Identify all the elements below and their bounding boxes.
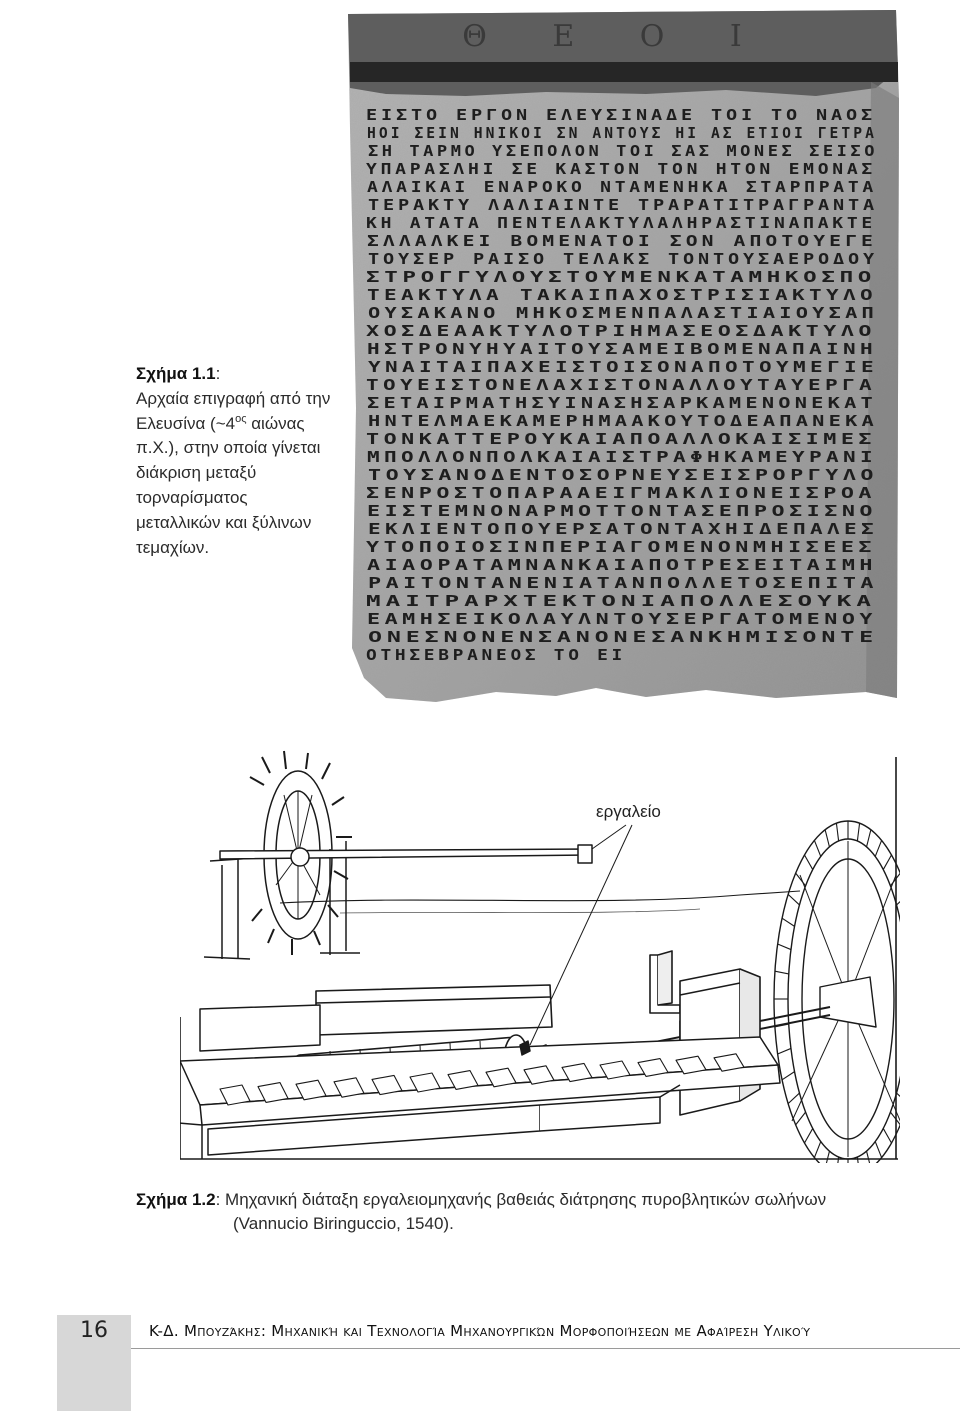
wheel-slat [825,1151,829,1163]
inscription-line: ΣΛΛΑΛΚΕΙ ΒΟΜΕΝΑΤΟΙ ΣΟΝ ΑΠΟΤΟΥΕΓΕ [367,232,877,250]
inscription-line: ΤΟΥΣΑΝΟΔΕΝΤΟΣΟΡΝΕΥΣΕΙΣΡΟΡΓΥΛΟ [368,466,878,484]
inscription-line: ΜΠΟΛΛΟΝΠΟΛΚΑΙΑΙΣΤΡΑΦΗΚΑΜΕΥΡΑΝΙ [367,448,877,466]
wheel-slat [897,1093,900,1104]
inscription-line: ΤΟΝΚΑΤΤΕΡΟΥΚΑΙΑΠΟΑΛΛΟΚΑΙΣΙΜΕΣ [366,430,876,448]
wheel-slat [788,1093,799,1104]
wheel-slat [883,1128,891,1143]
inscription-line: ΥΝΑΙΤΑΙΠΑΧΕΙΣΤΟΙΣΟΝΑΠΟΤΟΥΜΕΓΙΕ [368,358,878,376]
inscription-line: ΣΗ ΤΑΡΜΟ ΥΣΕΠΟΛΟΝ ΤΟΙ ΣΑΣ ΜΟΝΕΣ ΣΕΙΣΟ [368,142,878,160]
figure-2-caption: Σχήμα 1.2: Μηχανική διάταξη εργαλειομηχανής βαθειάς διάτρησης πυροβλητικών σωλήνων (Vannucio Biringuccio, 1540). [136,1188,926,1236]
inscription-line: ΥΤΟΠΟΙΟΣΙΝΠΕΡΙΑΓΟΜΕΝΟΝΜΗΙΣΕΕΣ [366,538,876,556]
running-title: K-Δ. Μπουζάκης: Μηχανική και Τεχνολογία Μηχανουργικών Μορφοποιήσεων με Αφαίρεση Υλικού [149,1322,811,1340]
wheel-slat [857,1157,859,1163]
figure-1-caption-text: Αρχαία επιγραφή από την Ελευσίνα ($\sim 4^{o\varsigma}$ αιώνας π.Χ.), στην οποία γίνεται διάκριση μεταξύ τορναρίσματος μεταλλικών και ξύλινων τεμαχίων. [136,388,331,557]
inscription-line: ΤΟΥΣΕΡ ΡΑΙΣΟ ΤΕΛΑΚΣ ΤΟΝΤΟΥΣΑΕΡΟΔΟΥ [368,250,878,268]
wheel-slat [897,894,900,905]
wheel-slat [875,1142,881,1158]
wheel-slat [825,830,829,847]
inscription-line: ΟΤΗΣΕΒΡΑΝΕΟΣ ΤΟ ΕΙ [366,646,626,664]
inscription-line: ΕΙΣΤΕΜΝΟΝΑΡΜΟΤΤΟΝΤΑΣΕΠΡΟΣΙΣΝΟ [367,502,877,520]
inscription-line: ΚΗ ΑΤΑΤΑ ΠΕΝΤΕΛΑΚΤΥΛΑΛΗΡΑΣΤΙΝΑΠΑΚΤΕ [366,214,876,232]
tool-label: εργαλείο [596,802,661,821]
wheel-slat [836,1157,838,1163]
wheel-slat [778,944,791,950]
inscription-line: ΤΕΡΑΚΤΥ ΛΑΛΙΑΙΝΤΕ ΤΡΑΡΑΤΙΤΡΑΓΡΑΝΤΑ [368,196,878,214]
inscription-header: Θ Ε Ο Ι [462,19,770,54]
inscription-line: ΟΥΣΑΚΑΝΟ ΜΗΚΟΣΜΕΝΠΑΛΑΣΤΙΑΙΟΥΣΑΠ [368,304,878,322]
boring-machine-drawing [180,745,900,1163]
wheel-slat [857,823,859,841]
inscription-line: ΧΟΣΔΕΑΑΚΤΥΛΟΤΡΙΗΜΑΣΕΟΣΔΑΚΤΥΛΟ [366,322,876,340]
wheel-slat [788,894,799,905]
inscription-line: ΡΑΙΤΟΝΤΑΝΕΝΙΑΤΑΝΠΟΛΛΕΤΟΣΕΠΙΤΑ [368,574,878,592]
wheel-slat [796,1112,806,1125]
footer-rule [131,1348,960,1349]
inscription-line: ΤΟΥΕΙΣΤΟΝΕΛΑΧΙΣΤΟΝΑΛΛΟΥΤΑΥΕΡΓΑ [366,376,876,394]
wheel-slat [883,855,891,870]
inscription-line: ΗΝΤΕΛΜΑΕΚΑΜΕΡΗΜΑΑΚΟΥΤΟΔΕΑΠΑΝΕΚΑ [368,412,878,430]
inscription-line: ΤΕΑΚΤΥΛΑ ΤΑΚΑΙΠΑΧΟΣΤΡΙΣΙΑΚΤΥΛΟ [367,286,877,304]
wheel-slat [775,971,789,974]
inscription-line: ΕΙΣΤΟ ΕΡΓΟΝ ΕΛΕΥΣΙΝΑΔΕ ΤΟΙ ΤΟ ΝΑΟΣ [366,106,876,124]
inscription-line: ΑΛΑΙΚΑΙ ΕΝΑΡΟΚΟ ΝΤΑΜΕΝΗΚΑ ΣΤΑΡΠΡΑΤΑ [367,178,877,196]
wheel-slat [814,840,820,856]
page-number: 16 [80,1318,108,1343]
figure-2-caption-line1: Μηχανική διάταξη εργαλειομηχανής βαθειάς διάτρησης πυροβλητικών σωλήνων [225,1190,827,1209]
inscription-photo [346,8,901,710]
large-water-wheel [774,821,900,1163]
wheel-slat [836,823,838,841]
upper-water-wheel [204,751,592,959]
figure-2-caption-line2: (Vannucio Biringuccio, 1540). [233,1214,454,1233]
wheel-slat [796,873,806,886]
inscription-line: ΗΣΤΡΟΝΥΗΥΑΙΤΟΥΣΑΜΕΙΒΟΜΕΝΑΠΑΙΝΗ [367,340,877,358]
figure-2-label: Σχήμα 1.2 [136,1190,216,1209]
inscription-line: ΑΙΑΟΡΑΤΑΜΝΑΝΚΑΙΑΠΟΤΡΕΣΕΙΤΑΙΜΗ [367,556,877,574]
wheel-slat [867,1151,871,1163]
wheel-slat [814,1142,820,1158]
inscription-line: ΟΝΕΣΝΟΝΕΝΣΑΝΟΝΕΣΑΝΚΗΜΙΣΟΝΤΕ [368,628,878,646]
inscription-line: ΜΑΙΤΡΑΡΧΤΕΚΤΟΝΙΑΠΟΛΛΕΣΟΥΚΑ [366,592,876,610]
inscription-line: ΗΟΙ ΣΕΙΝ ΗΝΙΚΟΙ ΣΝ ΑΝΤΟΥΣ ΗΙ ΑΣ ΕΤΙΟΙ ΓΕΤΡΑ [367,124,877,142]
inscription-line: ΣΕΝΡΟΣΤΟΠΑΡΑΑΕΙΓΜΑΚΛΙΟΝΕΙΣΡΟΑ [366,484,876,502]
wheel-slat [805,855,813,870]
figure-1-label: Σχήμα 1.1 [136,364,216,383]
inscription-line: ΣΤΡΟΓΓΥΛΟΥΣΤΟΥΜΕΝΚΑΤΑΜΗΚΟΣΠΟ [366,268,876,286]
inscription-line: ΥΠΑΡΑΣΛΗΙ ΣΕ ΚΑΣΤΟΝ ΤΟΝ ΗΤΟΝ ΕΜΟΝΑΣ [366,160,876,178]
wheel-slat [782,1072,794,1080]
wheel-slat [805,1128,813,1143]
wheel-slat [867,830,871,847]
wheel-slat [782,918,794,926]
wheel-slat [778,1048,791,1054]
wheel-slat [875,840,881,856]
inscription-line: ΕΑΜΗΣΕΙΚΟΛΑΥΛΝΤΟΥΣΕΡΓΑΤΟΜΕΝΟΥ [367,610,877,628]
figure-1-caption: Σχήμα 1.1: Αρχαία επιγραφή από την Ελευσίνα ($\sim 4^{o\varsigma}$ αιώνας π.Χ.), στην οποία γίνεται διάκριση μεταξύ τορναρίσματος μεταλλικών και ξύλινων τεμαχίων. [136,364,331,557]
inscription-line: ΣΕΤΑΙΡΜΑΤΗΣΥΙΝΑΣΗΣΑΡΚΑΜΕΝΟΝΕΚΑΤ [367,394,877,412]
inscription-line: ΕΚΛΙΕΝΤΟΠΟΥΕΡΣΑΤΟΝΤΑΧΗΙΔΕΠΑΛΕΣ [368,520,878,538]
